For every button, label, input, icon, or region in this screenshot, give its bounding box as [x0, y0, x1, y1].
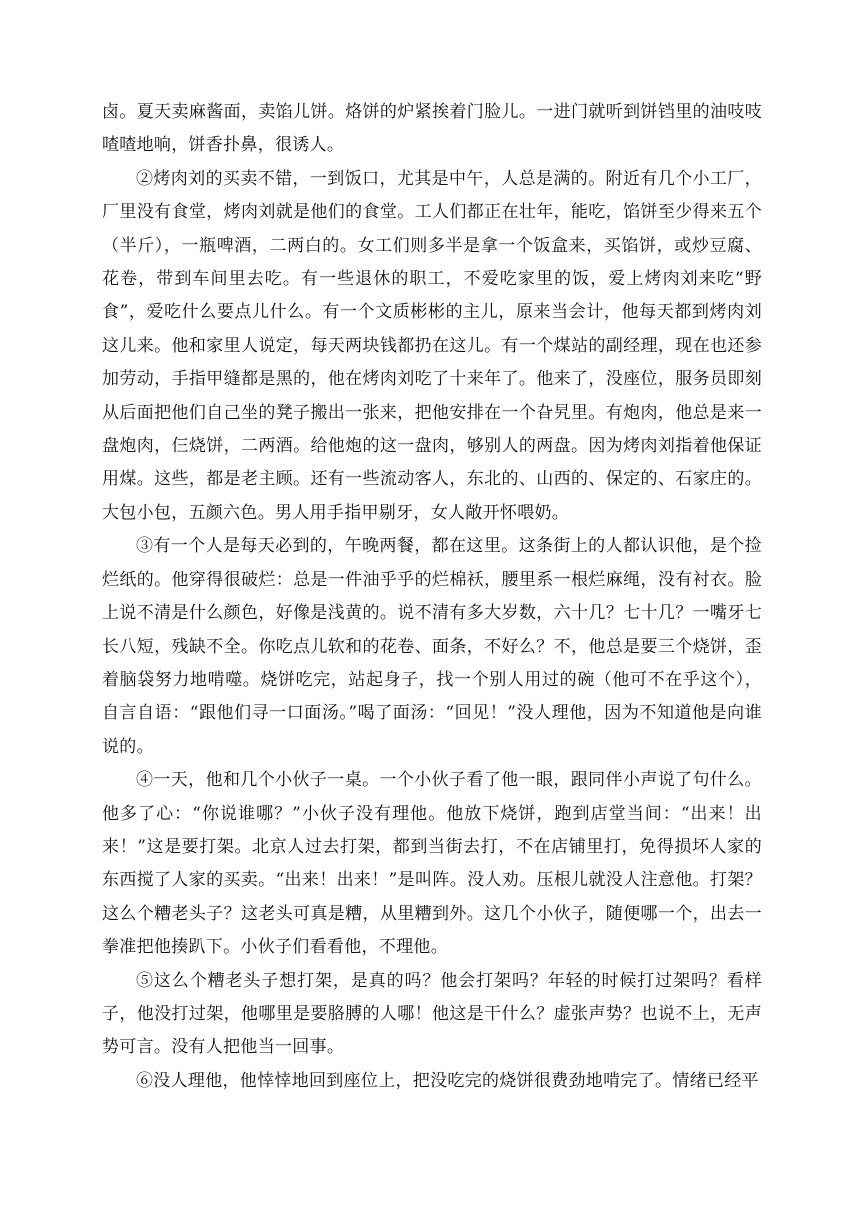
paragraph-6: ⑥没人理他，他悻悻地回到座位上，把没吃完的烧饼很费劲地啃完了。情绪已经平 — [136, 1070, 759, 1091]
paragraph-4: ④一天，他和几个小伙子一桌。一个小伙子看了他一眼，跟同伴小声说了句什么。他多了心：“你说谁哪？”小伙子没有理他。他放下烧饼，跑到店堂当间：“出来！出来！”这是要打架。北京人过去打架，都到当街去打，不在店铺里打，免得损坏人家的东西搅了人家的买卖。“出来！出来！”是叫阵。没人劝。压根儿就没人注意他。打架？这么个糟老头子？这老头可真是糟，从里糟到外。这几个小伙子，随便哪一个，出去一拳准把他揍趴下。小伙子们看看他，不理他。 — [102, 770, 762, 958]
paragraph-5: ⑤这么个糟老头子想打架，是真的吗？他会打架吗？年轻的时候打过架吗？看样子，他没打过架，他哪里是要胳膊的人哪！他这是干什么？虚张声势？也说不上，无声势可言。没有人把他当一回事。 — [102, 970, 762, 1058]
paragraph-3: ③有一个人是每天必到的，午晚两餐，都在这里。这条街上的人都认识他，是个捡烂纸的。他穿得很破烂：总是一件油乎乎的烂棉袄，腰里系一根烂麻绳，没有衬衣。脸上说不清是什么颜色，好像是浅黄的。说不清有多大岁数，六十几？七十几？一嘴牙七长八短，残缺不全。你吃点儿软和的花卷、面条，不好么？不，他总是要三个烧饼，歪着脑袋努力地啃噬。烧饼吃完，站起身子，找一个别人用过的碗（他可不在乎这个），自言自语：“跟他们寻一口面汤。”喝了面汤：“回见！”没人理他，因为不知道他是向谁说的。 — [102, 536, 762, 757]
document-page — [102, 96, 762, 1098]
paragraph-continuation: 卤。夏天卖麻酱面，卖馅儿饼。烙饼的炉紧挨着门脸儿。一进门就听到饼铛里的油吱吱喳喳地响，饼香扑鼻，很诱人。 — [102, 102, 762, 156]
paragraph-2: ②烤肉刘的买卖不错，一到饭口，尤其是中午，人总是满的。附近有几个小工厂，厂里没有食堂，烤肉刘就是他们的食堂。工人们都正在壮年，能吃，馅饼至少得来五个（半斤），一瓶啤酒，二两白的。女工们则多半是拿一个饭盒来，买馅饼，或炒豆腐、花卷，带到车间里去吃。有一些退休的职工，不爱吃家里的饭，爱上烤肉刘来吃“野食”，爱吃什么要点儿什么。有一个文质彬彬的主儿，原来当会计，他每天都到烤肉刘这儿来。他和家里人说定，每天两块钱都扔在这儿。有一个煤站的副经理，现在也还参加劳动，手指甲缝都是黑的，他在烤肉刘吃了十来年了。他来了，没座位，服务员即刻从后面把他们自己坐的凳子搬出一张来，把他安排在一个旮旯里。有炮肉，他总是来一盘炮肉，仨烧饼，二两酒。给他炮的这一盘肉，够别人的两盘。因为烤肉刘指着他保证用煤。这些，都是老主顾。还有一些流动客人，东北的、山西的、保定的、石家庄的。大包小包，五颜六色。男人用手指甲剔牙，女人敞开怀喂奶。 — [102, 168, 762, 523]
